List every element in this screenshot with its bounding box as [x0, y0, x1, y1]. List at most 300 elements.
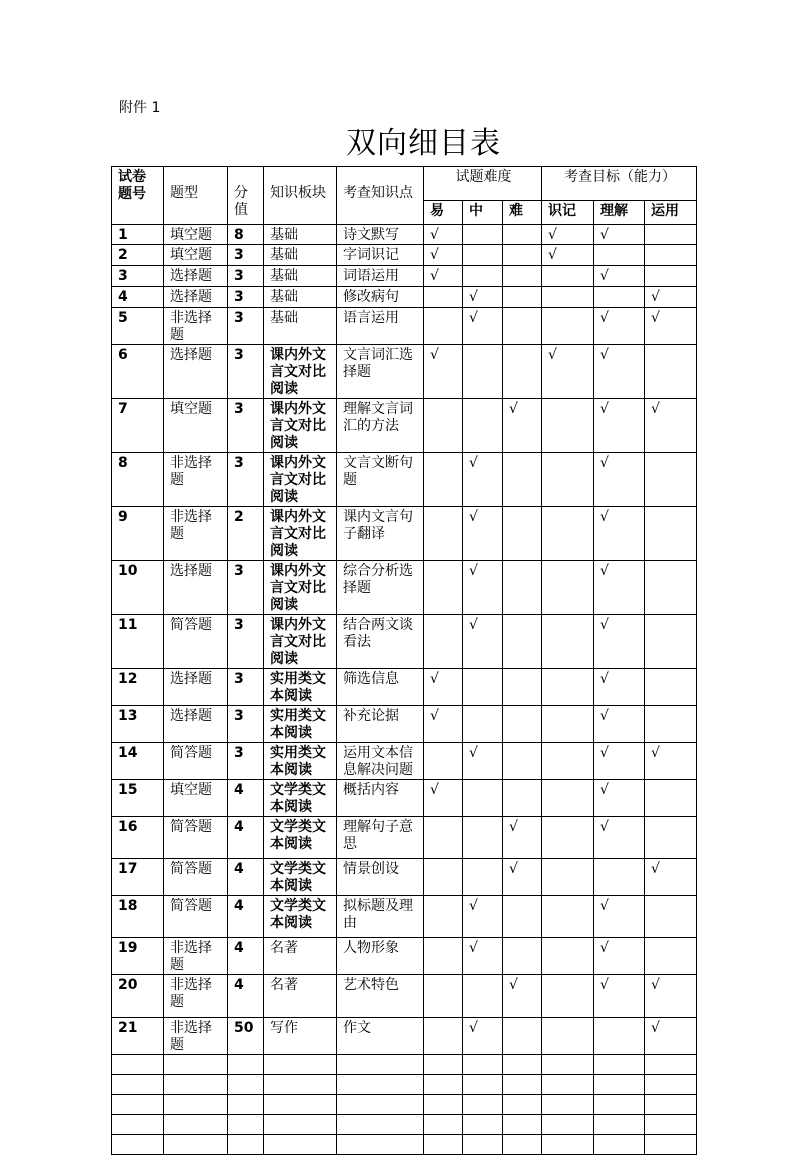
check-medium-cell: √	[463, 308, 503, 345]
question-no-cell: 17	[112, 859, 164, 896]
check-understand-cell: √	[594, 896, 645, 938]
table-row	[112, 975, 697, 1018]
empty-cell	[424, 1095, 463, 1115]
check-memorize-cell	[542, 507, 594, 561]
module-cell: 实用类文本阅读	[264, 706, 337, 743]
check-easy-cell	[424, 453, 463, 507]
type-cell: 选择题	[164, 706, 228, 743]
point-cell: 补充论据	[337, 706, 424, 743]
score-cell: 50	[228, 1018, 264, 1055]
header-objective: 考查目标（能力）	[542, 167, 697, 201]
score-cell: 3	[228, 308, 264, 345]
module-cell: 基础	[264, 308, 337, 345]
empty-cell	[424, 1055, 463, 1075]
check-memorize-cell	[542, 817, 594, 859]
check-hard-cell	[503, 287, 542, 308]
check-medium-cell: √	[463, 896, 503, 938]
empty-cell	[164, 1095, 228, 1115]
type-cell: 非选择题	[164, 938, 228, 975]
module-cell: 课内外文言文对比阅读	[264, 345, 337, 399]
empty-cell	[264, 1135, 337, 1155]
check-memorize-cell	[542, 453, 594, 507]
empty-cell	[112, 1055, 164, 1075]
check-memorize-cell	[542, 780, 594, 817]
check-easy-cell	[424, 507, 463, 561]
module-cell: 课内外文言文对比阅读	[264, 561, 337, 615]
check-memorize-cell: √	[542, 225, 594, 245]
question-no-cell: 19	[112, 938, 164, 975]
score-cell: 4	[228, 780, 264, 817]
check-understand-cell	[594, 287, 645, 308]
question-no-cell: 10	[112, 561, 164, 615]
table-row	[112, 615, 697, 669]
check-medium-cell	[463, 859, 503, 896]
check-apply-cell	[645, 561, 697, 615]
check-medium-cell	[463, 399, 503, 453]
check-apply-cell	[645, 266, 697, 287]
check-memorize-cell	[542, 1018, 594, 1055]
empty-cell	[424, 1075, 463, 1095]
check-understand-cell: √	[594, 817, 645, 859]
check-apply-cell	[645, 817, 697, 859]
empty-cell	[337, 1075, 424, 1095]
check-understand-cell: √	[594, 975, 645, 1018]
check-easy-cell	[424, 975, 463, 1018]
type-cell: 简答题	[164, 859, 228, 896]
check-medium-cell	[463, 245, 503, 266]
module-cell: 实用类文本阅读	[264, 743, 337, 780]
table-row	[112, 266, 697, 287]
table-row	[112, 859, 697, 896]
check-understand-cell: √	[594, 266, 645, 287]
question-no-cell: 8	[112, 453, 164, 507]
score-cell: 4	[228, 896, 264, 938]
check-easy-cell	[424, 399, 463, 453]
table-row	[112, 225, 697, 245]
question-no-cell: 5	[112, 308, 164, 345]
empty-cell	[164, 1055, 228, 1075]
empty-cell	[112, 1075, 164, 1095]
score-cell: 3	[228, 399, 264, 453]
check-hard-cell: √	[503, 859, 542, 896]
score-cell: 3	[228, 615, 264, 669]
point-cell: 文言文断句题	[337, 453, 424, 507]
check-apply-cell: √	[645, 308, 697, 345]
check-understand-cell: √	[594, 743, 645, 780]
point-cell: 作文	[337, 1018, 424, 1055]
score-cell: 3	[228, 669, 264, 706]
question-no-cell: 7	[112, 399, 164, 453]
check-hard-cell	[503, 561, 542, 615]
empty-row	[112, 1075, 697, 1095]
module-cell: 基础	[264, 245, 337, 266]
module-cell: 基础	[264, 287, 337, 308]
point-cell: 理解文言词汇的方法	[337, 399, 424, 453]
point-cell: 概括内容	[337, 780, 424, 817]
module-cell: 文学类文本阅读	[264, 859, 337, 896]
empty-cell	[337, 1135, 424, 1155]
check-memorize-cell	[542, 399, 594, 453]
empty-cell	[337, 1095, 424, 1115]
check-hard-cell	[503, 308, 542, 345]
check-apply-cell: √	[645, 287, 697, 308]
type-cell: 填空题	[164, 399, 228, 453]
empty-row	[112, 1135, 697, 1155]
empty-cell	[112, 1135, 164, 1155]
table-row	[112, 561, 697, 615]
check-understand-cell: √	[594, 669, 645, 706]
type-cell: 简答题	[164, 743, 228, 780]
empty-cell	[594, 1075, 645, 1095]
check-medium-cell	[463, 780, 503, 817]
module-cell: 基础	[264, 266, 337, 287]
check-medium-cell	[463, 225, 503, 245]
score-cell: 3	[228, 706, 264, 743]
empty-cell	[645, 1055, 697, 1075]
check-memorize-cell	[542, 287, 594, 308]
point-cell: 人物形象	[337, 938, 424, 975]
check-easy-cell	[424, 287, 463, 308]
empty-cell	[503, 1075, 542, 1095]
type-cell: 非选择题	[164, 1018, 228, 1055]
check-apply-cell	[645, 780, 697, 817]
table-row	[112, 896, 697, 938]
table-row	[112, 345, 697, 399]
empty-cell	[463, 1095, 503, 1115]
check-apply-cell	[645, 345, 697, 399]
check-hard-cell	[503, 938, 542, 975]
objective-memorize: 识记	[542, 201, 594, 225]
header-point: 考查知识点	[337, 167, 424, 225]
empty-cell	[424, 1115, 463, 1135]
check-easy-cell	[424, 1018, 463, 1055]
check-memorize-cell	[542, 743, 594, 780]
check-hard-cell	[503, 507, 542, 561]
check-memorize-cell	[542, 938, 594, 975]
check-memorize-cell: √	[542, 345, 594, 399]
empty-cell	[264, 1095, 337, 1115]
question-no-cell: 1	[112, 225, 164, 245]
score-cell: 3	[228, 743, 264, 780]
empty-cell	[645, 1075, 697, 1095]
check-apply-cell: √	[645, 975, 697, 1018]
check-memorize-cell	[542, 896, 594, 938]
check-memorize-cell	[542, 706, 594, 743]
check-hard-cell	[503, 225, 542, 245]
module-cell: 课内外文言文对比阅读	[264, 615, 337, 669]
point-cell: 理解句子意思	[337, 817, 424, 859]
empty-cell	[594, 1095, 645, 1115]
module-cell: 名著	[264, 938, 337, 975]
empty-row	[112, 1095, 697, 1115]
check-easy-cell: √	[424, 780, 463, 817]
table-row	[112, 938, 697, 975]
header-type: 题型	[164, 167, 228, 225]
check-memorize-cell	[542, 615, 594, 669]
check-easy-cell	[424, 615, 463, 669]
check-understand-cell	[594, 1018, 645, 1055]
empty-cell	[228, 1075, 264, 1095]
type-cell: 非选择题	[164, 308, 228, 345]
table-row	[112, 706, 697, 743]
check-easy-cell	[424, 743, 463, 780]
table-row	[112, 287, 697, 308]
module-cell: 写作	[264, 1018, 337, 1055]
check-hard-cell	[503, 706, 542, 743]
empty-cell	[594, 1115, 645, 1135]
check-hard-cell	[503, 896, 542, 938]
check-easy-cell: √	[424, 706, 463, 743]
difficulty-easy: 易	[424, 201, 463, 225]
check-understand-cell: √	[594, 345, 645, 399]
check-apply-cell	[645, 507, 697, 561]
check-medium-cell	[463, 669, 503, 706]
type-cell: 非选择题	[164, 507, 228, 561]
empty-row	[112, 1055, 697, 1075]
check-medium-cell	[463, 817, 503, 859]
check-hard-cell	[503, 1018, 542, 1055]
check-hard-cell	[503, 780, 542, 817]
question-no-cell: 14	[112, 743, 164, 780]
check-medium-cell: √	[463, 615, 503, 669]
type-cell: 选择题	[164, 345, 228, 399]
empty-cell	[424, 1135, 463, 1155]
score-cell: 3	[228, 266, 264, 287]
empty-cell	[542, 1115, 594, 1135]
type-cell: 选择题	[164, 669, 228, 706]
check-medium-cell: √	[463, 743, 503, 780]
point-cell: 筛选信息	[337, 669, 424, 706]
type-cell: 填空题	[164, 245, 228, 266]
page-title: 双向细目表	[346, 126, 501, 161]
check-medium-cell: √	[463, 507, 503, 561]
point-cell: 修改病句	[337, 287, 424, 308]
header-difficulty: 试题难度	[424, 167, 542, 201]
check-understand-cell	[594, 245, 645, 266]
check-hard-cell	[503, 345, 542, 399]
header-row	[112, 167, 697, 201]
check-memorize-cell	[542, 975, 594, 1018]
check-easy-cell	[424, 308, 463, 345]
empty-cell	[542, 1055, 594, 1075]
attachment-label: 附件 1	[119, 100, 161, 116]
type-cell: 简答题	[164, 896, 228, 938]
point-cell: 语言运用	[337, 308, 424, 345]
check-apply-cell	[645, 706, 697, 743]
question-no-cell: 9	[112, 507, 164, 561]
question-no-cell: 12	[112, 669, 164, 706]
empty-cell	[337, 1055, 424, 1075]
empty-cell	[264, 1055, 337, 1075]
empty-cell	[594, 1055, 645, 1075]
check-easy-cell: √	[424, 225, 463, 245]
check-medium-cell	[463, 345, 503, 399]
score-cell: 3	[228, 345, 264, 399]
module-cell: 课内外文言文对比阅读	[264, 453, 337, 507]
module-cell: 文学类文本阅读	[264, 896, 337, 938]
table-row	[112, 1018, 697, 1055]
spec-table	[111, 166, 697, 1155]
check-easy-cell: √	[424, 245, 463, 266]
empty-cell	[542, 1095, 594, 1115]
check-easy-cell	[424, 561, 463, 615]
check-medium-cell: √	[463, 453, 503, 507]
empty-cell	[503, 1135, 542, 1155]
check-easy-cell	[424, 859, 463, 896]
header-score: 分值	[228, 167, 264, 225]
table-row	[112, 399, 697, 453]
question-no-cell: 21	[112, 1018, 164, 1055]
check-apply-cell	[645, 245, 697, 266]
point-cell: 文言词汇选择题	[337, 345, 424, 399]
check-apply-cell	[645, 453, 697, 507]
check-understand-cell: √	[594, 938, 645, 975]
score-cell: 3	[228, 453, 264, 507]
score-cell: 4	[228, 938, 264, 975]
table-row	[112, 453, 697, 507]
check-understand-cell: √	[594, 706, 645, 743]
type-cell: 选择题	[164, 287, 228, 308]
check-memorize-cell	[542, 859, 594, 896]
question-no-cell: 4	[112, 287, 164, 308]
check-medium-cell	[463, 266, 503, 287]
module-cell: 基础	[264, 225, 337, 245]
check-apply-cell: √	[645, 1018, 697, 1055]
check-understand-cell: √	[594, 399, 645, 453]
point-cell: 情景创设	[337, 859, 424, 896]
type-cell: 简答题	[164, 615, 228, 669]
check-medium-cell: √	[463, 938, 503, 975]
check-hard-cell	[503, 266, 542, 287]
check-memorize-cell: √	[542, 245, 594, 266]
empty-cell	[228, 1115, 264, 1135]
check-medium-cell: √	[463, 1018, 503, 1055]
check-apply-cell	[645, 225, 697, 245]
empty-cell	[228, 1095, 264, 1115]
check-apply-cell	[645, 938, 697, 975]
empty-cell	[164, 1115, 228, 1135]
empty-cell	[503, 1055, 542, 1075]
check-understand-cell: √	[594, 507, 645, 561]
check-understand-cell: √	[594, 780, 645, 817]
module-cell: 实用类文本阅读	[264, 669, 337, 706]
header-question-no: 试卷题号	[112, 167, 164, 225]
empty-row	[112, 1115, 697, 1135]
empty-cell	[112, 1115, 164, 1135]
empty-cell	[463, 1055, 503, 1075]
check-hard-cell	[503, 245, 542, 266]
table-row	[112, 669, 697, 706]
question-no-cell: 16	[112, 817, 164, 859]
check-easy-cell	[424, 938, 463, 975]
score-cell: 2	[228, 507, 264, 561]
empty-cell	[542, 1075, 594, 1095]
header-module: 知识板块	[264, 167, 337, 225]
empty-cell	[463, 1135, 503, 1155]
type-cell: 非选择题	[164, 453, 228, 507]
point-cell: 艺术特色	[337, 975, 424, 1018]
check-hard-cell	[503, 453, 542, 507]
module-cell: 文学类文本阅读	[264, 780, 337, 817]
check-medium-cell	[463, 706, 503, 743]
point-cell: 结合两文谈看法	[337, 615, 424, 669]
check-memorize-cell	[542, 266, 594, 287]
check-medium-cell: √	[463, 561, 503, 615]
module-cell: 课内外文言文对比阅读	[264, 507, 337, 561]
module-cell: 文学类文本阅读	[264, 817, 337, 859]
point-cell: 字词识记	[337, 245, 424, 266]
check-memorize-cell	[542, 308, 594, 345]
empty-cell	[164, 1135, 228, 1155]
table-row	[112, 245, 697, 266]
empty-cell	[645, 1095, 697, 1115]
check-easy-cell	[424, 817, 463, 859]
empty-cell	[264, 1115, 337, 1135]
check-medium-cell: √	[463, 287, 503, 308]
check-easy-cell	[424, 896, 463, 938]
check-easy-cell: √	[424, 669, 463, 706]
question-no-cell: 2	[112, 245, 164, 266]
check-understand-cell: √	[594, 308, 645, 345]
table-row	[112, 308, 697, 345]
point-cell: 拟标题及理由	[337, 896, 424, 938]
empty-cell	[594, 1135, 645, 1155]
type-cell: 填空题	[164, 780, 228, 817]
check-understand-cell	[594, 859, 645, 896]
score-cell: 3	[228, 245, 264, 266]
check-understand-cell: √	[594, 561, 645, 615]
table-row	[112, 817, 697, 859]
check-hard-cell: √	[503, 399, 542, 453]
point-cell: 综合分析选择题	[337, 561, 424, 615]
check-hard-cell	[503, 669, 542, 706]
question-no-cell: 3	[112, 266, 164, 287]
question-no-cell: 18	[112, 896, 164, 938]
empty-cell	[645, 1135, 697, 1155]
empty-cell	[645, 1115, 697, 1135]
score-cell: 4	[228, 817, 264, 859]
check-hard-cell: √	[503, 817, 542, 859]
check-easy-cell: √	[424, 345, 463, 399]
check-apply-cell	[645, 896, 697, 938]
difficulty-hard: 难	[503, 201, 542, 225]
point-cell: 课内文言句子翻译	[337, 507, 424, 561]
check-apply-cell: √	[645, 743, 697, 780]
point-cell: 运用文本信息解决问题	[337, 743, 424, 780]
check-easy-cell: √	[424, 266, 463, 287]
type-cell: 选择题	[164, 561, 228, 615]
empty-cell	[337, 1115, 424, 1135]
table-row	[112, 507, 697, 561]
empty-cell	[542, 1135, 594, 1155]
check-apply-cell	[645, 669, 697, 706]
check-hard-cell	[503, 615, 542, 669]
score-cell: 3	[228, 561, 264, 615]
check-medium-cell	[463, 975, 503, 1018]
empty-cell	[463, 1115, 503, 1135]
empty-cell	[503, 1095, 542, 1115]
check-apply-cell: √	[645, 859, 697, 896]
score-cell: 4	[228, 859, 264, 896]
score-cell: 4	[228, 975, 264, 1018]
check-hard-cell: √	[503, 975, 542, 1018]
check-apply-cell: √	[645, 399, 697, 453]
check-memorize-cell	[542, 669, 594, 706]
check-hard-cell	[503, 743, 542, 780]
question-no-cell: 15	[112, 780, 164, 817]
question-no-cell: 6	[112, 345, 164, 399]
empty-cell	[228, 1135, 264, 1155]
